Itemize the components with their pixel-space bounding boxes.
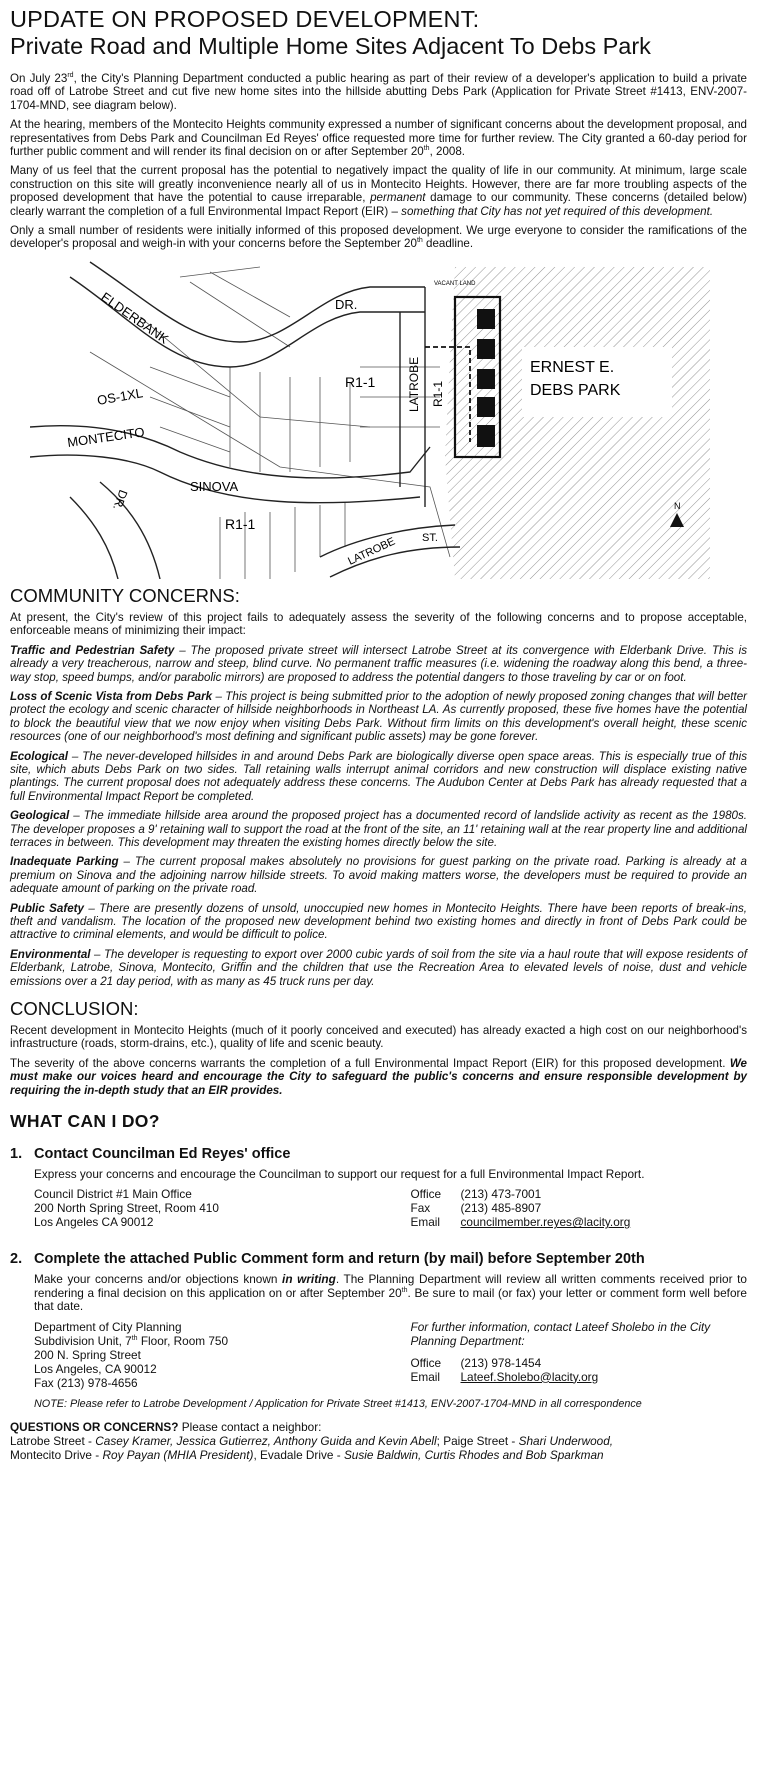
label-park-line-2: DEBS PARK xyxy=(530,381,621,399)
concern-environmental: Environmental – The developer is requesting to export over 2000 cubic yards of soil from the site via a haul route that will expose residents of Elderbank, Latrobe, Sinova, Montecito, Griffin and the children that use the Recreation Area to elevated levels of noise, dust and vehicle emissions over a 21 day period, with as many as 45 truck runs per day. xyxy=(10,947,747,988)
planning-address: Department of City Planning Subdivision Unit, 7th Floor, Room 750 200 N. Spring Street Los Angeles, CA 90012 Fax (213) 978-4656 xyxy=(34,1319,229,1390)
label-sinova: SINOVA xyxy=(190,478,239,494)
concern-public-safety: Public Safety – There are presently dozens of unsold, unoccupied new homes in Montecito Heights. There have been reports of break-ins, theft and vandalism. The location of the proposed new development behind two existing homes and directly in front of Debs Park could be attractive to criminal elements, and would be difficult to police. xyxy=(10,901,747,942)
label-vacant-land: VACANT LAND xyxy=(434,280,476,287)
step-2-contact xyxy=(34,1320,747,1390)
intro-paragraph-3: Many of us feel that the current proposal has the potential to negatively impact the quality of life in our community. At minimum, large scale construction on this site will greatly inconvenience nearly all of us in Montecito Heights. However, there are far more troubling aspects of the proposed development that have the potential to cause irreparable, permanent damage to our community. These concerns (detailed below) clearly warrant the completion of a full Environmental Impact Report (EIR) – something that City has not yet required of this development. xyxy=(10,164,747,218)
label-latrobe-st: LATROBE xyxy=(346,535,398,568)
label-r1-b: R1-1 xyxy=(431,380,445,407)
concerns-intro: At present, the City's review of this project fails to adequately assess the severity of the following concerns and to propose acceptable, enforceable means of minimizing their impact: xyxy=(10,610,747,638)
questions-section: QUESTIONS OR CONCERNS? Please contact a neighbor: Latrobe Street - Casey Kramer, Jessica Gutierrez, Anthony Guida and Kevin Abell; Paige Street - Shari Underwood, Montecito Drive - Roy Payan (MHIA President), Evadale Drive - Susie Baldwin, Curtis Rhodes and Bob Sparkman xyxy=(10,1419,614,1462)
label-dr-top: DR. xyxy=(335,296,358,312)
label-montecito: MONTECITO xyxy=(66,424,146,450)
title-line-1: UPDATE ON PROPOSED DEVELOPMENT: xyxy=(10,6,480,32)
council-address: Council District #1 Main Office 200 North Spring Street, Room 410 Los Angeles CA 90012 xyxy=(34,1187,219,1230)
label-os-zone: OS-1XL xyxy=(95,385,145,408)
step-1-description: Express your concerns and encourage the Councilman to support our request for a full Environmental Impact Report. xyxy=(34,1167,645,1182)
planning-contact: For further information, contact Lateef Sholebo in the City Planning Department: Office (213) 978-1454 Email Lateef.Sholebo@lacity.org xyxy=(410,1319,711,1384)
label-latrobe: LATROBE xyxy=(407,356,421,412)
label-r1-c: R1-1 xyxy=(225,515,256,532)
community-concerns-heading: COMMUNITY CONCERNS: xyxy=(10,584,240,606)
concern-scenic-vista: Loss of Scenic Vista from Debs Park – This project is being submitted prior to the adoption of newly proposed zoning changes that will better protect the ecology and scenic character of hillside neighborhoods in Northeast LA. As currently proposed, these five homes have the potential to block the beautiful view that we now enjoy when visiting Debs Park. Without firm limits on this development's overall height, these scenic resources (one of our neighborhood's most defining and significant public assets) may be gone forever. xyxy=(10,689,747,744)
conclusion-heading: CONCLUSION: xyxy=(10,998,139,1020)
label-dr-left: DR. xyxy=(110,487,131,513)
intro-paragraph-2: At the hearing, members of the Montecito Heights community expressed a number of significant concerns about the development proposal, and representatives from Debs Park and Councilman Ed Reyes' office requested more time for further review. The City granted a 60-day period for further public comment and will render its final decision on or after September 20th, 2008. xyxy=(10,118,747,159)
concern-geological: Geological – The immediate hillside area around the proposed project has a documented record of landslide activity as recent as the 1980s. The developer proposes a 9' retaining wall to support the road at the front of the site, an 11' retaining wall at the rear property line and additional terraces in between. This development may threaten the existing homes directly below the site. xyxy=(10,809,747,849)
title-line-2: Private Road and Multiple Home Sites Adjacent To Debs Park xyxy=(10,33,651,59)
concern-traffic: Traffic and Pedestrian Safety – The proposed private street will intersect Latrobe Street at its convergence with Elderbank Drive. This is already a very treacherous, narrow and steep, blind curve. No permanent traffic measures (i.e. widening the roadway along this bend, a three-way stop, speed bumps, and/or parabolic mirrors) are proposed to address the potential dangers to those traveling by car or on foot. xyxy=(10,643,748,684)
step-2-description: Make your concerns and/or objections known in writing. The Planning Department will review all written comments received prior to rendering a final decision on this application on or after September 20th. Be sure to mail (or fax) your letter or comment form well before that date. xyxy=(34,1272,747,1314)
intro-paragraph-4: Only a small number of residents were initially informed of this proposed development. We urge everyone to consider the ramifications of the developer's proposal and weigh-in with your concerns before the September 20th deadline. xyxy=(10,224,747,251)
step-1-contact xyxy=(34,1187,747,1229)
concern-ecological: Ecological – The never-developed hillsides in and around Debs Park are biologically diverse open space areas. This is especially true of this site, which abuts Debs Park on two sides. Tall retaining walls interrupt animal corridors and new construction will displace existing native plantings. The current proposal does not adequately address these concerns. The Audubon Center at Debs Park has already requested that a full Environmental Impact Report be completed. xyxy=(10,749,747,803)
concern-parking: Inadequate Parking – The current proposal makes absolutely no provisions for guest parking on the private road. Parking is already at a premium on Sinova and the adjoining narrow hillside streets. To avoid making matters worse, the developers must be required to provide an adequate amount of parking on the private road. xyxy=(10,855,747,896)
conclusion-paragraph-1: Recent development in Montecito Heights (much of it poorly conceived and executed) has already exacted a high cost on our neighborhood's infrastructure (roads, storm-drains, etc.), quality of life and scenic beauty. xyxy=(10,1024,747,1051)
step-2-heading: 2. Complete the attached Public Comment form and return (by mail) before September 20th xyxy=(10,1251,645,1268)
council-email-link[interactable]: councilmember.reyes@lacity.org xyxy=(460,1215,631,1230)
label-park-line-1: ERNEST E. xyxy=(530,358,615,376)
council-phone-email: Office (213) 473-7001 Fax (213) 485-8907 Email councilmember.reyes@lacity.org xyxy=(410,1187,631,1230)
site-diagram-map xyxy=(30,257,710,579)
label-r1-a: R1-1 xyxy=(345,373,376,390)
conclusion-paragraph-2: The severity of the above concerns warrants the completion of a full Environmental Impact Report (EIR) for this proposed development. We must make our voices heard and encourage the City to safeguard the public's concerns and ensure responsible development by requiring the in-depth study that an EIR provides. xyxy=(10,1056,747,1097)
label-elderbank: ELDERBANK xyxy=(98,289,172,347)
what-can-i-do-heading: WHAT CAN I DO? xyxy=(10,1111,160,1132)
intro-paragraph-1: On July 23rd, the City's Planning Department conducted a public hearing as part of their review of a developer's application to build a private road off of Latrobe Street and cut five new home sites into the hillside abutting Debs Park (Application for Private Street #1413, ENV-2007-1704-MND, see diagram below). xyxy=(10,72,747,112)
step-1-heading: 1. Contact Councilman Ed Reyes' office xyxy=(10,1146,291,1163)
planning-email-link[interactable]: Lateef.Sholebo@lacity.org xyxy=(460,1369,599,1384)
correspondence-note: NOTE: Please refer to Latrobe Development / Application for Private Street #1413, ENV-2007-1704-MND in all correspondence xyxy=(34,1397,642,1410)
label-north: N xyxy=(674,500,681,511)
label-st: ST. xyxy=(422,531,438,544)
